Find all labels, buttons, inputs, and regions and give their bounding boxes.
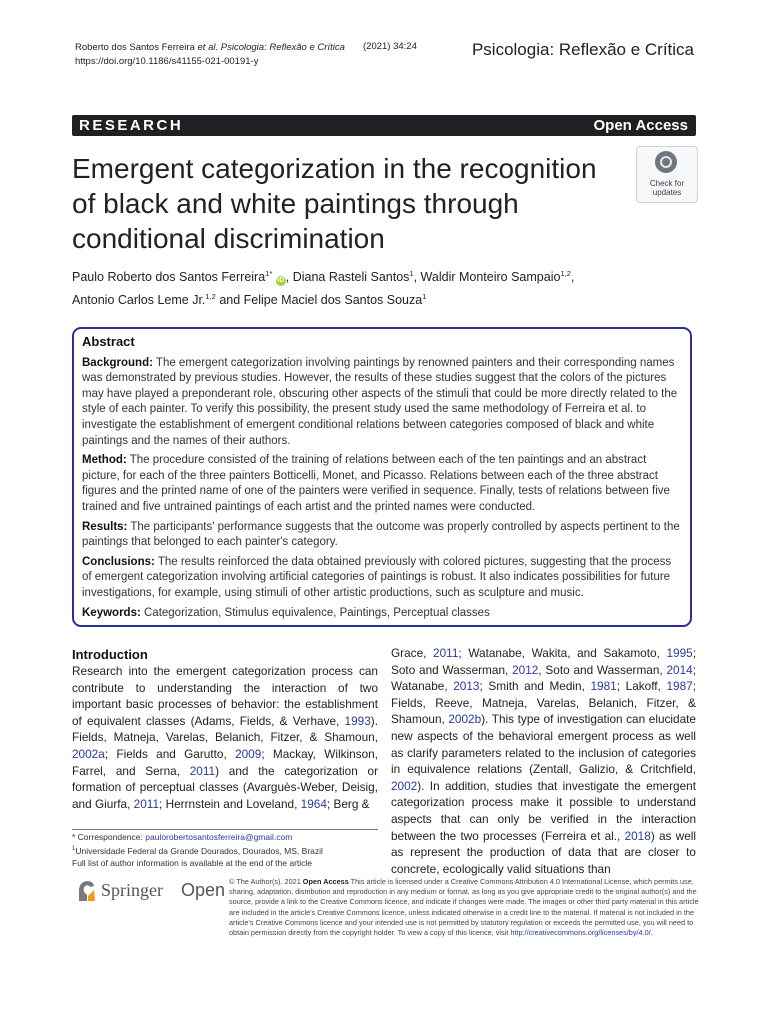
rc-text: ; Soto and Wasserman, — [391, 646, 696, 677]
ref-link[interactable]: 2011 — [133, 796, 160, 811]
rc-text: ; Watanabe, Wakita, and Sakamoto, — [458, 646, 667, 660]
author-5: and Felipe Maciel dos Santos Souza — [215, 293, 423, 308]
ref-link[interactable]: 2011 — [189, 763, 216, 778]
open-access-label: Open Access — [593, 117, 688, 134]
license-text — [229, 877, 699, 938]
journal-name: Psicologia: Reflexão e Crítica — [471, 40, 694, 59]
abstract-box — [72, 327, 692, 627]
license-body: This article is licensed under a Creative Commons Attribution 4.0 International License, which permits use, sharing, adaptation, distribution and reproduction in any medium or format, as long as you give appropriate credit to the original author(s) and the source, provide a link to the Creative Commons licence, and indicate if changes were made. The images or other third party material in this article are included in the article's Creative Commons licence, unless indicated otherwise in a credit line to the material. If material is not included in the article's Creative Commons licence and your intended use is not permitted by statutory regulation or exceeds the permitted use, you will need to obtain permission directly from the copyright holder. To view a copy of this licence, visit — [229, 877, 699, 938]
intro-text-5: ) and the categorization or formation of perceptual classes (Avarguès-Weber, Deisig, and Giurfa, — [72, 763, 378, 811]
ref-link[interactable]: 2002 — [391, 778, 418, 793]
license-open-access: Open Access — [302, 877, 349, 886]
intro-text-1: Research into the emergent categorization process can contribute to understanding the interaction of two important basic processes of behavior: the establishment of equivalent classes (Adams, Fields, & Verhave, — [72, 664, 378, 728]
ref-link[interactable]: 2011 — [433, 646, 459, 660]
author-3-affil: 1,2 — [560, 269, 571, 278]
method-text: The procedure consisted of the training of relations between each of the ten paintings and an abstract picture, for each of the three painters Botticelli, Monet, and Picasso. Relations between each of the three abstract figures and the printed name of one of the painters were verified in sequence. Finally, tests of relations between five trained and five untrained paintings of each artist and the printed names were conducted. — [82, 454, 670, 513]
intro-text-2: ). Fields, Matneja, Varelas, Belanich, Fitzer, & Shamoun, — [72, 713, 378, 745]
author-info-note: Full list of author information is available at the end of the article — [72, 857, 313, 868]
abstract-keywords — [82, 606, 682, 622]
header-doi[interactable]: https://doi.org/10.1186/s41155-021-00191-y — [75, 56, 259, 67]
ref-link[interactable]: 1981 — [590, 679, 617, 694]
article-type-bar — [72, 115, 696, 136]
open-wordmark: Open — [181, 880, 226, 900]
springer-horse-icon — [75, 879, 97, 903]
intro-text-4: ; Mackay, Wilkinson, Farrel, and Serna, — [72, 746, 378, 778]
keywords-label: Keywords: — [82, 606, 141, 619]
rc-text: ; Smith and Medin, — [479, 679, 591, 694]
rc-text: Grace, — [391, 646, 434, 660]
article-title — [72, 151, 632, 256]
header-year-volume: (2021) 34:24 — [363, 41, 417, 52]
ref-link[interactable]: 1995 — [666, 646, 693, 660]
ref-link[interactable]: 2013 — [453, 679, 480, 694]
introduction-column — [72, 647, 378, 812]
license-end: . — [650, 928, 653, 938]
check-updates-line-2: updates — [652, 188, 682, 197]
author-3: , Waldir Monteiro Sampaio — [413, 270, 561, 285]
author-comma: , — [570, 270, 575, 285]
rc-text: ). In addition, studies that investigate the emergent categorization process make it possible to understand aspects that can only be verified in the interaction between the two processes (Ferreira et al., — [391, 778, 696, 843]
intro-text-6: ; Herrnstein and Loveland, — [159, 796, 301, 811]
author-5-affil: 1 — [422, 292, 427, 302]
background-text: The emergent categorization involving paintings by renowned painters and their corresponding names was demonstrated by previous studies. However, the results of these studies suggest that the colors of the pictures may have played a preponderant role, obscuring other aspects of the stimuli that could be more directly related to the style of each painter. To verify this possibility, the present study used the same methodology of Ferreira et al. to investigate the establishment of emergent conditional relations between categories composed of black and white paintings and the names of their authors. — [82, 356, 678, 447]
results-label: Results: — [82, 520, 128, 533]
check-for-updates-button[interactable] — [636, 146, 698, 203]
rc-text: ; Fields, Reeve, Matneja, Varelas, Belanich, Fitzer, & Shamoun, — [391, 679, 696, 727]
springer-wordmark: Springer — [101, 880, 163, 900]
abstract-heading: Abstract — [82, 334, 135, 349]
rc-text: ; Watanabe, — [391, 662, 696, 694]
header-et-al: et al. — [197, 42, 219, 53]
check-updates-text — [637, 179, 697, 197]
check-updates-icon — [655, 151, 677, 173]
introduction-heading: Introduction — [72, 647, 148, 662]
author-4-affil: 1,2 — [205, 292, 216, 302]
abstract-method — [82, 453, 682, 515]
correspondence-email-link[interactable]: paulorobertosantosferreira@gmail.com — [145, 832, 293, 842]
background-label: Background: — [82, 356, 153, 369]
rc-text: , Soto and Wasserman, — [538, 662, 667, 677]
ref-link[interactable]: 1987 — [666, 679, 693, 694]
author-4: Antonio Carlos Leme Jr. — [72, 293, 206, 308]
intro-text-3: ; Fields and Garutto, — [104, 746, 236, 761]
title-line-2: of black and white paintings through — [72, 188, 519, 219]
right-column — [391, 645, 696, 877]
title-line-1: Emergent categorization in the recognition — [72, 153, 597, 184]
ref-link[interactable]: 2009 — [235, 746, 262, 761]
intro-text-7: ; Berg & — [326, 796, 370, 811]
ref-link[interactable]: 2002a — [72, 746, 105, 761]
running-header — [75, 41, 345, 69]
ref-link[interactable]: 1964 — [300, 796, 327, 811]
header-authors: Roberto dos Santos Ferreira — [75, 42, 195, 53]
rc-text: ). This type of investigation can elucidate new aspects of the behavioral emergent process as well as clarify parameters related to the inclusion of categories in equivalence relations (Zentall, Galizio, & Critchfield, — [391, 712, 696, 777]
keywords-text: Categorization, Stimulus equivalence, Paintings, Perceptual classes — [144, 606, 490, 619]
correspondence-label: * Correspondence: — [72, 832, 146, 842]
conclusions-label: Conclusions: — [82, 555, 155, 568]
author-2: , Diana Rasteli Santos — [285, 270, 410, 285]
footnote-divider — [72, 829, 378, 830]
footnotes — [72, 831, 382, 869]
springer-open-logo — [75, 876, 226, 908]
rc-text: ) as well as represent the production of data that are closer to concrete, ecologically valid situations than — [391, 828, 696, 876]
affiliation-sup: 1 — [72, 846, 76, 852]
ref-link[interactable]: 2002b — [448, 712, 482, 727]
orcid-icon[interactable]: iD — [277, 277, 285, 285]
article-type-label: RESEARCH — [79, 117, 184, 134]
author-1-affil: 1* — [265, 269, 273, 278]
author-1: Paulo Roberto dos Santos Ferreira — [72, 270, 266, 285]
rc-text: ; Lakoff, — [616, 679, 667, 694]
abstract-conclusions — [82, 555, 682, 602]
method-label: Method: — [82, 454, 127, 467]
conclusions-text: The results reinforced the data obtained previously with colored pictures, suggesting that the process of emergent categorization involving artificial categories of paintings is robust. It also indicates possibilities for future investigations, for example, using stimuli of other artistic productions, such as sculpture and music. — [82, 555, 672, 599]
license-copyright: © The Author(s). 2021 — [229, 877, 303, 886]
affiliation-text: Universidade Federal da Grande Dourados, Dourados, MS, Brazil — [75, 845, 323, 856]
ref-link[interactable]: 2014 — [666, 662, 693, 677]
ref-link[interactable]: 1993 — [344, 713, 371, 728]
ref-link[interactable]: 2018 — [624, 828, 651, 843]
license-url-link[interactable]: http://creativecommons.org/licenses/by/4.0/ — [510, 928, 651, 938]
author-list — [72, 264, 692, 310]
title-line-3: conditional discrimination — [72, 223, 385, 254]
check-updates-line-1: Check for — [649, 179, 685, 188]
abstract-results — [82, 520, 682, 551]
results-text: The participants' performance suggests that the outcome was properly controlled by aspects pertinent to the paintings that belonged to each painter's category. — [82, 520, 680, 549]
abstract-background — [82, 356, 682, 450]
ref-link[interactable]: 2012 — [512, 662, 539, 677]
header-journal: Psicologia: Reflexão e Crítica — [220, 42, 345, 53]
author-2-affil: 1 — [409, 269, 414, 278]
